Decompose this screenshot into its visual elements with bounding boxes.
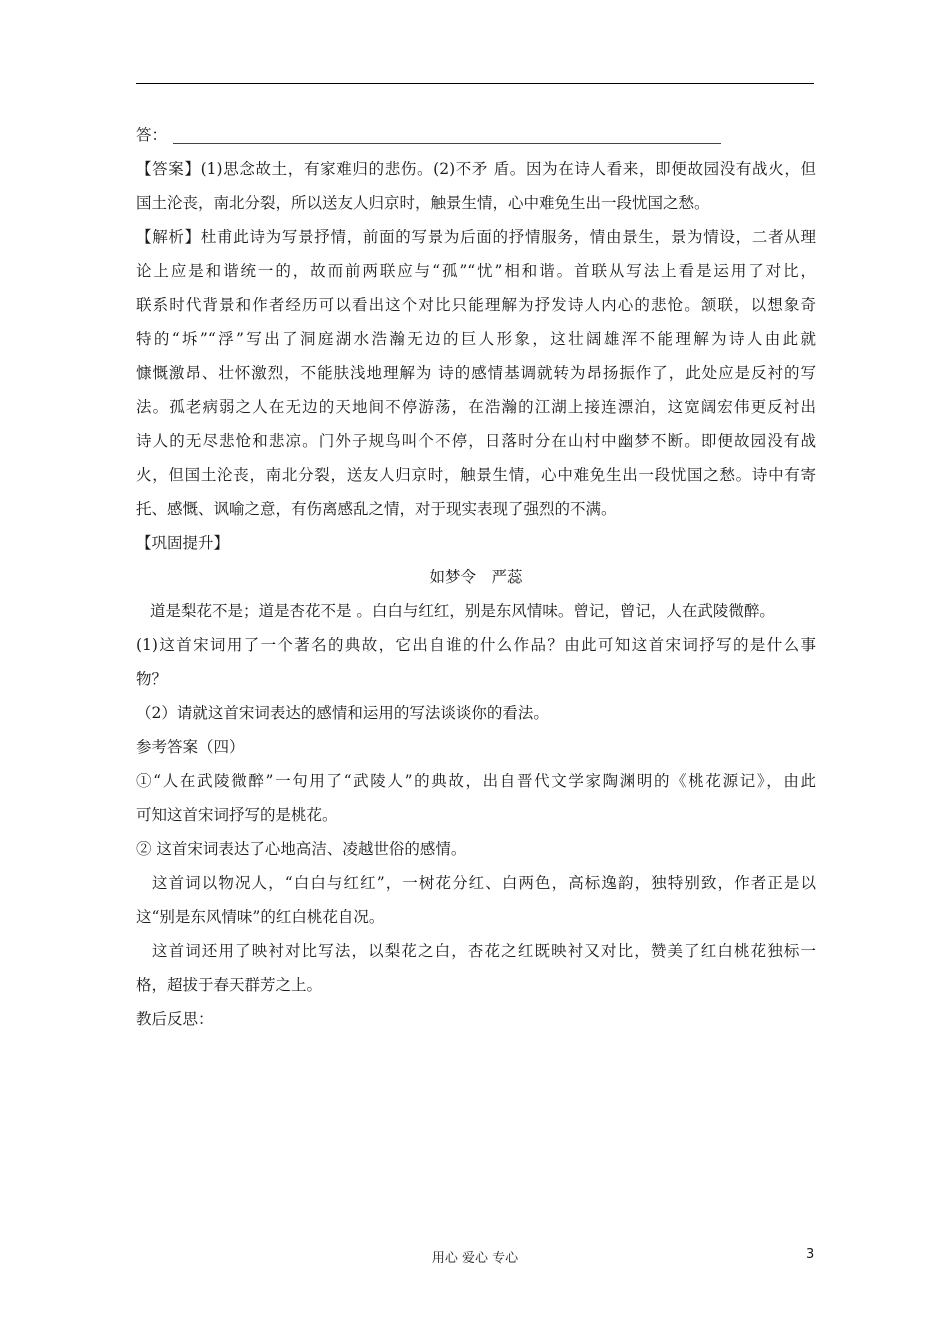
analysis-line-7: 诗人的无尽悲怆和悲凉。门外子规鸟叫个不停，日落时分在山村中幽梦不断。即便故园没有战: [136, 432, 816, 450]
analysis-line-5: 慷慨激昂、壮怀激烈，不能肤浅地理解为 诗的感情基调就转为昂扬振作了，此处应是反衬的写: [136, 364, 816, 382]
answer-label: 答：: [136, 126, 168, 144]
reference-answer-3-line-2: 这“别是东风情味”的红白桃花自况。: [136, 908, 385, 926]
analysis-line-2: 论上应是和谐统一的，故而前两联应与“孤”“忧”相和谐。首联从写法上看是运用了对比，: [136, 262, 816, 280]
analysis-line-4: 特的“坼”“浮”写出了洞庭湖水浩瀚无边的巨人形象，这壮阔雄浑不能理解为诗人由此就: [136, 330, 816, 348]
poem-title: 如梦令 严蕊: [429, 568, 523, 586]
reference-answer-4-line-1: 这首词还用了映衬对比写法，以梨花之白，杏花之红既映衬又对比，赞美了红白桃花独标一: [152, 942, 816, 960]
reference-answer-1-line-2: 可知这首宋词抒写的是桃花。: [136, 806, 338, 824]
analysis-line-6: 法。孤老病弱之人在无边的天地间不停游荡，在浩瀚的江湖上接连漂泊，这宽阔宏伟更反衬出: [136, 398, 816, 416]
analysis-line-8: 火，但国土沦丧，南北分裂，送友人归京时，触景生情，心中难免生出一段忧国之愁。诗中有寄: [136, 466, 816, 484]
header-rule: [136, 83, 814, 84]
analysis-line-1: 【解析】杜甫此诗为写景抒情，前面的写景为后面的抒情服务，情由景生，景为情设，二者从理: [136, 228, 816, 246]
page-number: 3: [806, 1247, 815, 1262]
question-1-line-2: 物？: [136, 670, 168, 688]
analysis-line-3: 联系时代背景和作者经历可以看出这个对比只能理解为抒发诗人内心的悲怆。颔联，以想象奇: [136, 296, 816, 314]
footer-motto: 用心 爱心 专心: [431, 1251, 519, 1266]
reference-answer-4-line-2: 格，超拔于春天群芳之上。: [136, 976, 323, 994]
document-body: [136, 118, 816, 1036]
reference-answer-heading: 参考答案（四）: [136, 738, 245, 756]
question-1-line-1: (1)这首宋词用了一个著名的典故，它出自谁的什么作品？由此可知这首宋词抒写的是什么事: [136, 636, 816, 654]
reference-answer-1-line-1: ①“人在武陵微醉”一句用了“武陵人”的典故，出自晋代文学家陶渊明的《桃花源记》，由此: [136, 772, 816, 790]
teaching-reflection-label: 教后反思：: [136, 1010, 214, 1028]
poem-text: 道是梨花不是；道是杏花不是 。白白与红红，别是东风情味。曾记，曾记，人在武陵微醉。: [150, 602, 775, 620]
reference-answer-2: ② 这首宋词表达了心地高洁、凌越世俗的感情。: [136, 840, 467, 858]
reference-answer-3-line-1: 这首词以物况人，“白白与红红”，一树花分红、白两色，高标逸韵，独特别致，作者正是以: [152, 874, 816, 892]
question-2: （2）请就这首宋词表达的感情和运用的写法谈谈你的看法。: [136, 704, 549, 722]
analysis-line-9: 托、感慨、讽喻之意，有伤离感乱之情，对于现实表现了强烈的不满。: [136, 500, 617, 518]
answer-blank: [173, 123, 721, 144]
answer-line-1: 【答案】(1)思念故土，有家难归的悲伤。(2)不矛 盾。因为在诗人看来，即便故园没有战火，但: [136, 160, 816, 178]
answer-prompt: [136, 118, 816, 152]
answer-line-2: 国土沦丧，南北分裂，所以送友人归京时，触景生情，心中难免生出一段忧国之愁。: [136, 194, 710, 212]
section-heading-consolidate: 【巩固提升】: [136, 534, 230, 552]
